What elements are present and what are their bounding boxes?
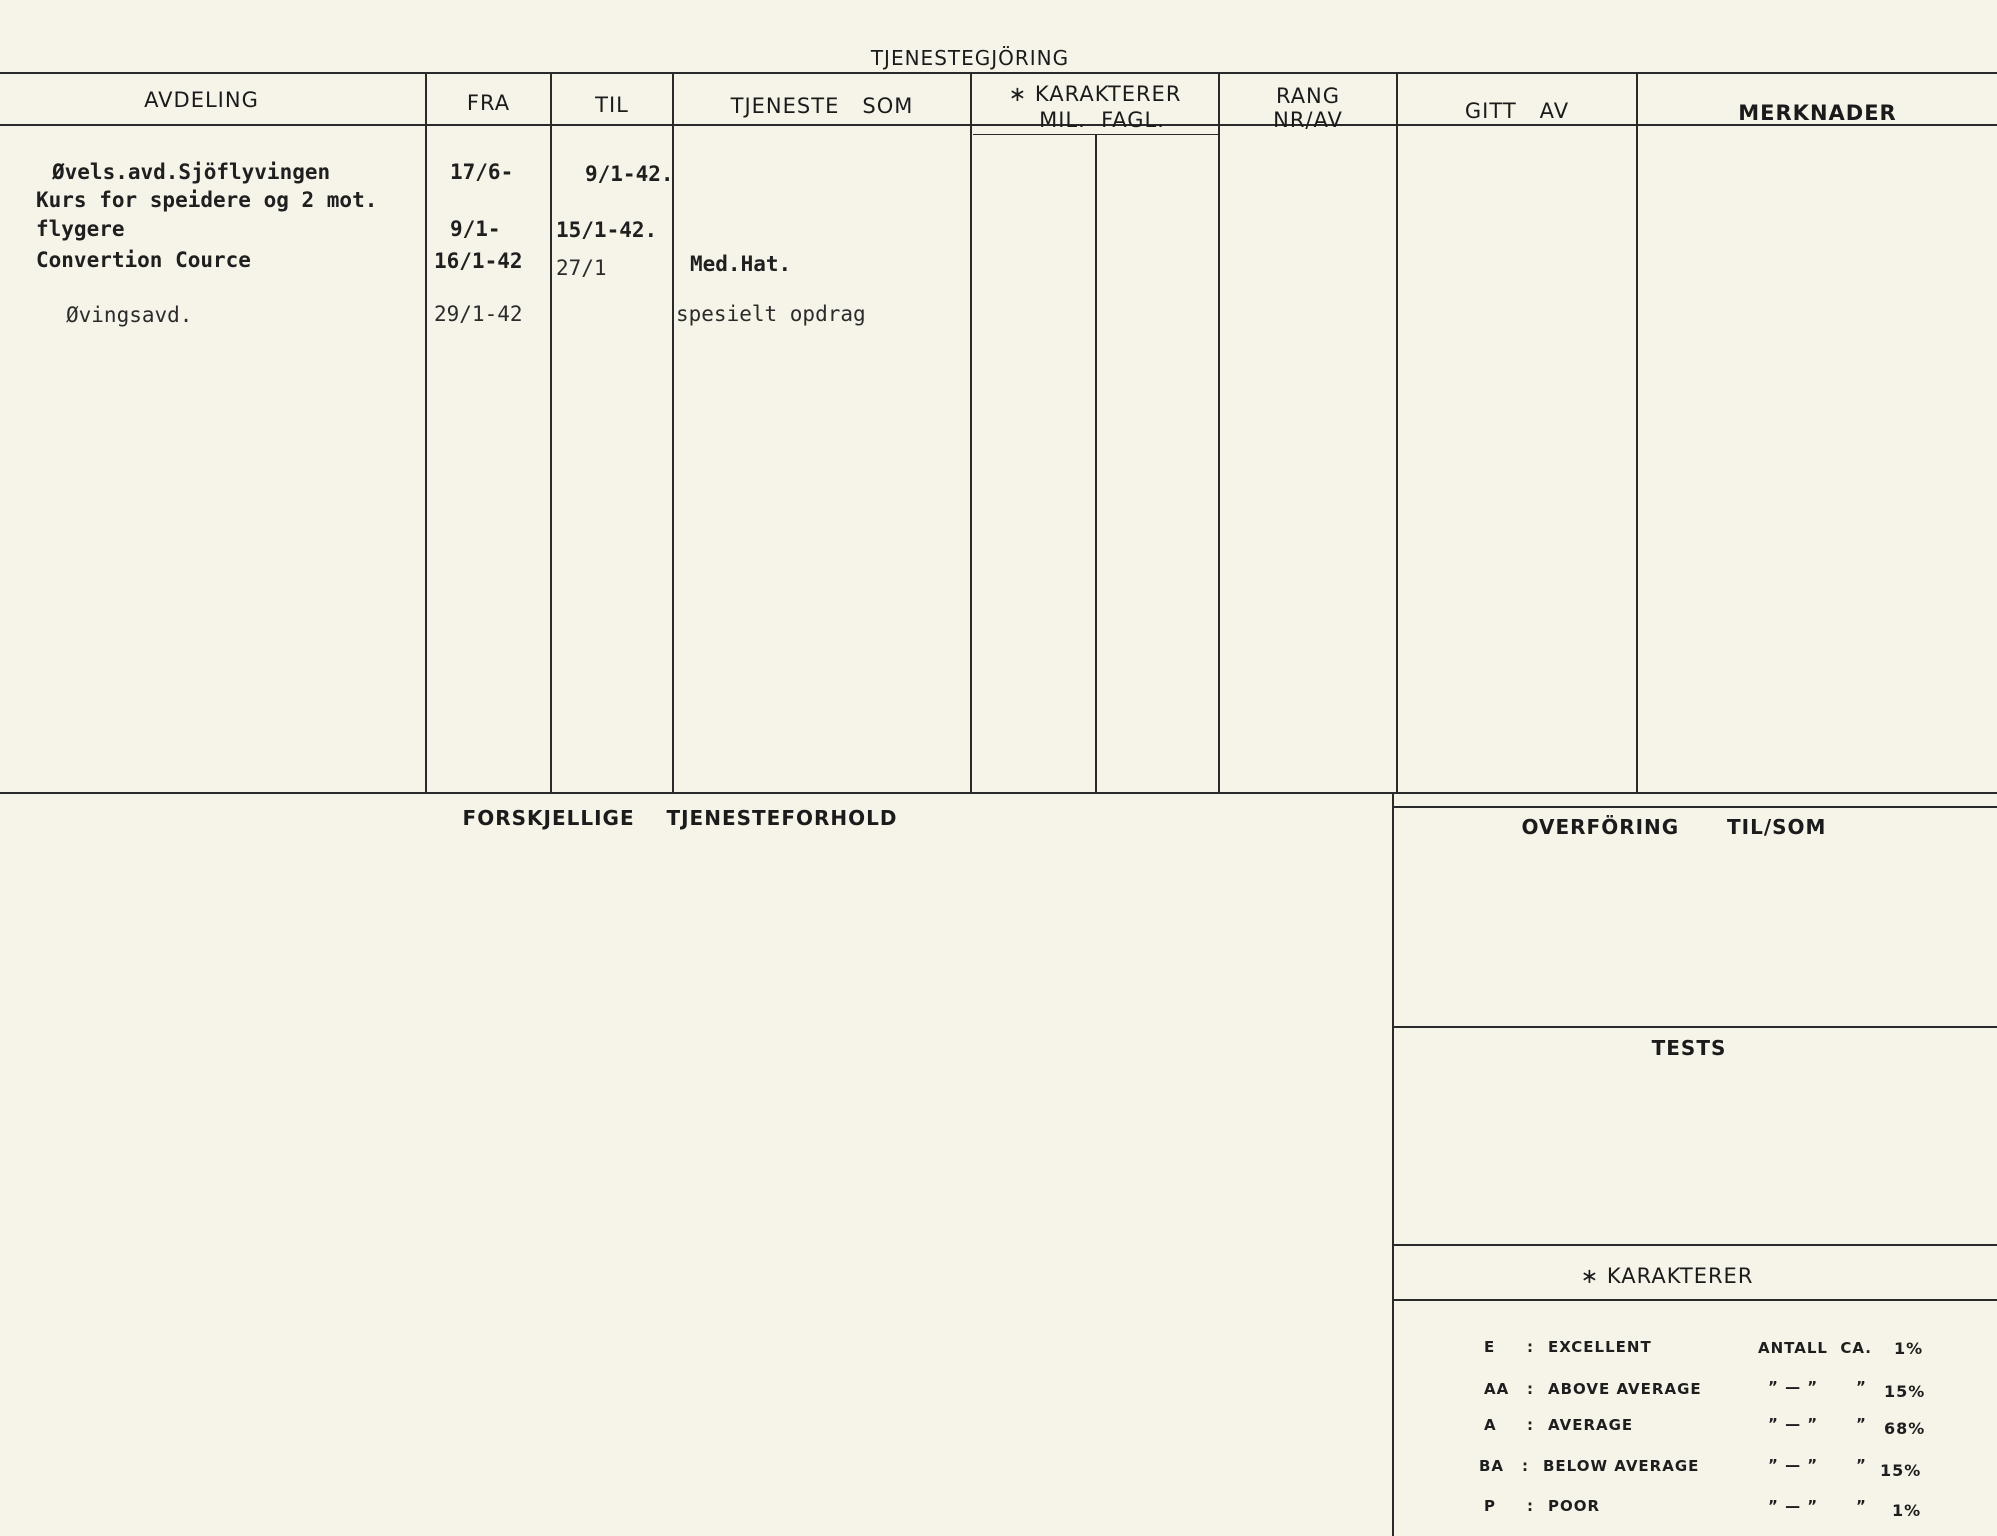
entry-4-fra: 16/1-42	[434, 249, 523, 273]
header-karakterer: ∗ KARAKTERER	[1008, 82, 1182, 106]
header-til: TIL	[595, 93, 629, 117]
col-divider-gitt	[1396, 72, 1398, 794]
tests-top-rule	[1394, 1026, 1997, 1028]
legend-sep: :	[1527, 1380, 1534, 1398]
legend-qty: ANTALL CA.	[1758, 1339, 1872, 1357]
entry-4-til: 27/1	[556, 256, 607, 280]
section-title-forskjellige: FORSKJELLIGE TJENESTEFORHOLD	[462, 806, 898, 830]
entry-2-avdeling: Kurs for speidere og 2 mot.	[36, 188, 378, 212]
legend-label: ABOVE AVERAGE	[1548, 1380, 1702, 1398]
legend-qty: ” — ”	[1768, 1415, 1819, 1433]
header-mil-fagl: MIL. FAGL.	[1039, 108, 1165, 132]
legend-code: P	[1484, 1497, 1496, 1515]
legend-label: EXCELLENT	[1548, 1338, 1652, 1356]
table-bottom-rule	[0, 792, 1997, 794]
table-top-rule	[0, 72, 1997, 74]
legend-pct: 1%	[1894, 1339, 1924, 1358]
entry-3-fra: 9/1-	[450, 217, 501, 241]
legend-qty: ” — ”	[1768, 1497, 1819, 1515]
legend-sep: :	[1527, 1497, 1534, 1515]
legend-pct: 15%	[1880, 1461, 1922, 1480]
col-divider-fagl	[1095, 134, 1097, 794]
karakterer-legend-sub-rule	[1394, 1299, 1997, 1301]
legend-pct: 1%	[1892, 1501, 1922, 1520]
entry-4-avdeling: Convertion Cource	[36, 248, 251, 272]
col-divider-merknader	[1636, 72, 1638, 794]
section-title-tjenestegjoring: TJENESTEGJÖRING	[870, 46, 1070, 70]
bottom-right-divider	[1392, 794, 1394, 1536]
legend-ditto: ”	[1856, 1456, 1867, 1474]
legend-code: E	[1484, 1338, 1496, 1356]
entry-5-avdeling: Øvingsavd.	[66, 303, 193, 327]
col-divider-karakterer	[970, 72, 972, 794]
legend-code: AA	[1484, 1380, 1510, 1398]
entry-1-fra: 17/6-	[450, 160, 514, 184]
entry-3-til: 15/1-42.	[556, 218, 658, 242]
header-avdeling: AVDELING	[144, 88, 259, 112]
karakterer-legend-top-rule	[1394, 1244, 1997, 1246]
header-gitt-av: GITT AV	[1464, 99, 1570, 123]
legend-label: POOR	[1548, 1497, 1601, 1515]
legend-ditto: ”	[1856, 1415, 1867, 1433]
entry-4-tjeneste: Med.Hat.	[690, 252, 792, 276]
legend-ditto: ”	[1856, 1497, 1867, 1515]
header-nr-av: NR/AV	[1273, 108, 1343, 132]
legend-sep: :	[1522, 1457, 1529, 1475]
entry-5-fra: 29/1-42	[434, 302, 523, 326]
section-title-karakterer: ∗ KARAKTERER	[1580, 1264, 1754, 1288]
overforing-top-rule	[1394, 806, 1997, 808]
legend-qty: ” — ”	[1768, 1378, 1819, 1396]
col-divider-til	[550, 72, 552, 794]
header-merknader: MERKNADER	[1738, 101, 1897, 125]
legend-pct: 68%	[1884, 1419, 1926, 1438]
col-divider-fra	[425, 72, 427, 794]
legend-label: BELOW AVERAGE	[1543, 1457, 1700, 1475]
entry-1-avdeling: Øvels.avd.Sjöflyvingen	[52, 160, 331, 184]
legend-code: A	[1484, 1416, 1497, 1434]
header-fra: FRA	[466, 91, 511, 115]
header-rang: RANG	[1275, 84, 1341, 108]
entry-1-til: 9/1-42.	[585, 162, 674, 186]
legend-ditto: ”	[1856, 1378, 1867, 1396]
entry-5-tjeneste: spesielt opdrag	[676, 302, 866, 326]
legend-sep: :	[1527, 1338, 1534, 1356]
entry-3-avdeling: flygere	[36, 217, 125, 241]
header-tjeneste-som: TJENESTE SOM	[730, 94, 914, 118]
section-title-overforing: OVERFÖRING TIL/SOM	[1521, 815, 1827, 839]
section-title-tests: TESTS	[1651, 1036, 1727, 1060]
legend-pct: 15%	[1884, 1382, 1926, 1401]
legend-label: AVERAGE	[1548, 1416, 1634, 1434]
legend-sep: :	[1527, 1416, 1534, 1434]
legend-code: BA	[1479, 1457, 1505, 1475]
legend-qty: ” — ”	[1768, 1456, 1819, 1474]
col-divider-rang	[1218, 72, 1220, 794]
